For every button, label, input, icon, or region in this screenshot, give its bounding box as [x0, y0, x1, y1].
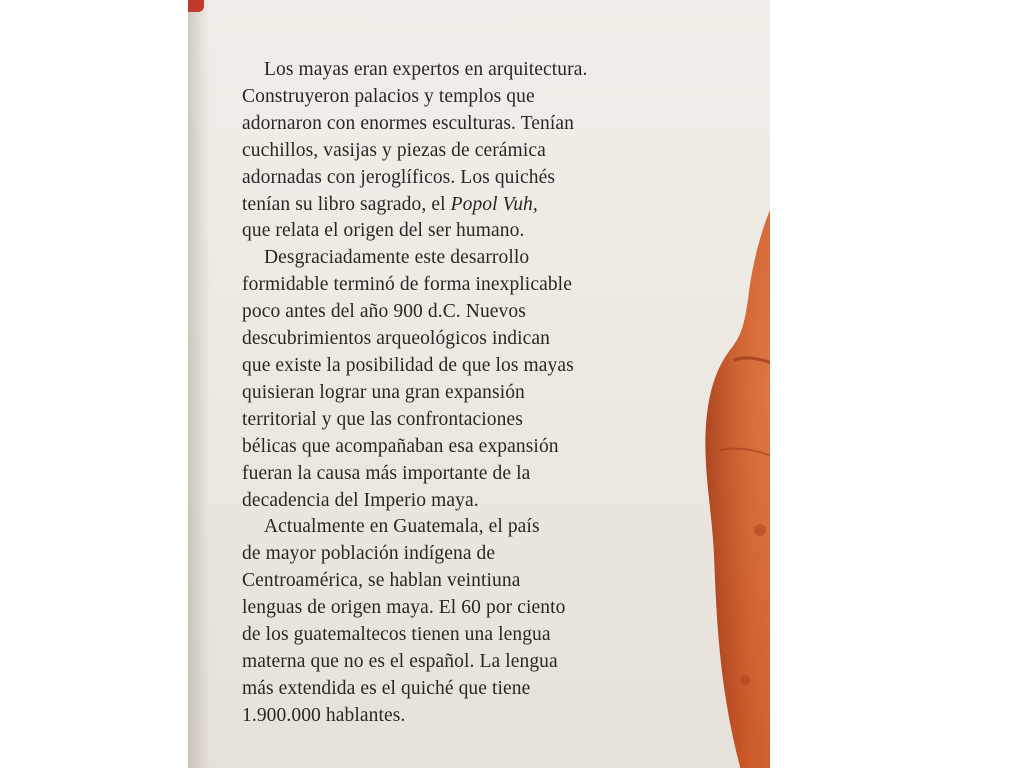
book-cover-corner: [188, 0, 204, 12]
text-line: [242, 192, 712, 219]
text-line: de mayor población indígena de: [242, 543, 496, 565]
text-line: adornaron con enormes esculturas. Tenían: [242, 112, 575, 134]
text-line: que existe la posibilidad de que los mayas: [242, 354, 574, 376]
text-line: que relata el origen del ser humano.: [242, 220, 525, 242]
text-line: adornadas con jeroglíficos. Los quichés: [242, 166, 556, 188]
text-line: territorial y que las confrontaciones: [242, 408, 523, 430]
text-line: 1.900.000 hablantes.: [242, 704, 406, 726]
text-line: Los mayas eran expertos en arquitectura.: [264, 59, 588, 80]
text-line: formidable terminó de forma inexplicable: [242, 274, 572, 296]
text-segment: tenían su libro sagrado, el: [242, 193, 451, 215]
text-line: lenguas de origen maya. El 60 por ciento: [242, 597, 566, 619]
text-line: más extendida es el quiché que tiene: [242, 677, 531, 699]
page-gutter-shadow: [188, 0, 210, 768]
text-line: de los guatemaltecos tienen una lengua: [242, 624, 551, 646]
text-line: poco antes del año 900 d.C. Nuevos: [242, 301, 526, 323]
text-line: Centroamérica, se hablan veintiuna: [242, 570, 521, 592]
book-page-photo: [188, 0, 770, 768]
text-line: Desgraciadamente este desarrollo: [264, 247, 530, 269]
text-line: quisieran lograr una gran expansión: [242, 381, 525, 403]
text-line: Actualmente en Guatemala, el país: [264, 516, 540, 538]
text-line: materna que no es el español. La lengua: [242, 650, 558, 672]
book-body-text: [242, 57, 712, 730]
text-line: cuchillos, vasijas y piezas de cerámica: [242, 139, 546, 161]
text-line: decadencia del Imperio maya.: [242, 489, 479, 511]
text-line: descubrimientos arqueológicos indican: [242, 328, 551, 350]
text-line: bélicas que acompañaban esa expansión: [242, 435, 559, 457]
text-line: fueran la causa más importante de la: [242, 462, 531, 484]
text-line: Construyeron palacios y templos que: [242, 85, 535, 107]
book-title-italic: Popol Vuh,: [450, 193, 538, 215]
